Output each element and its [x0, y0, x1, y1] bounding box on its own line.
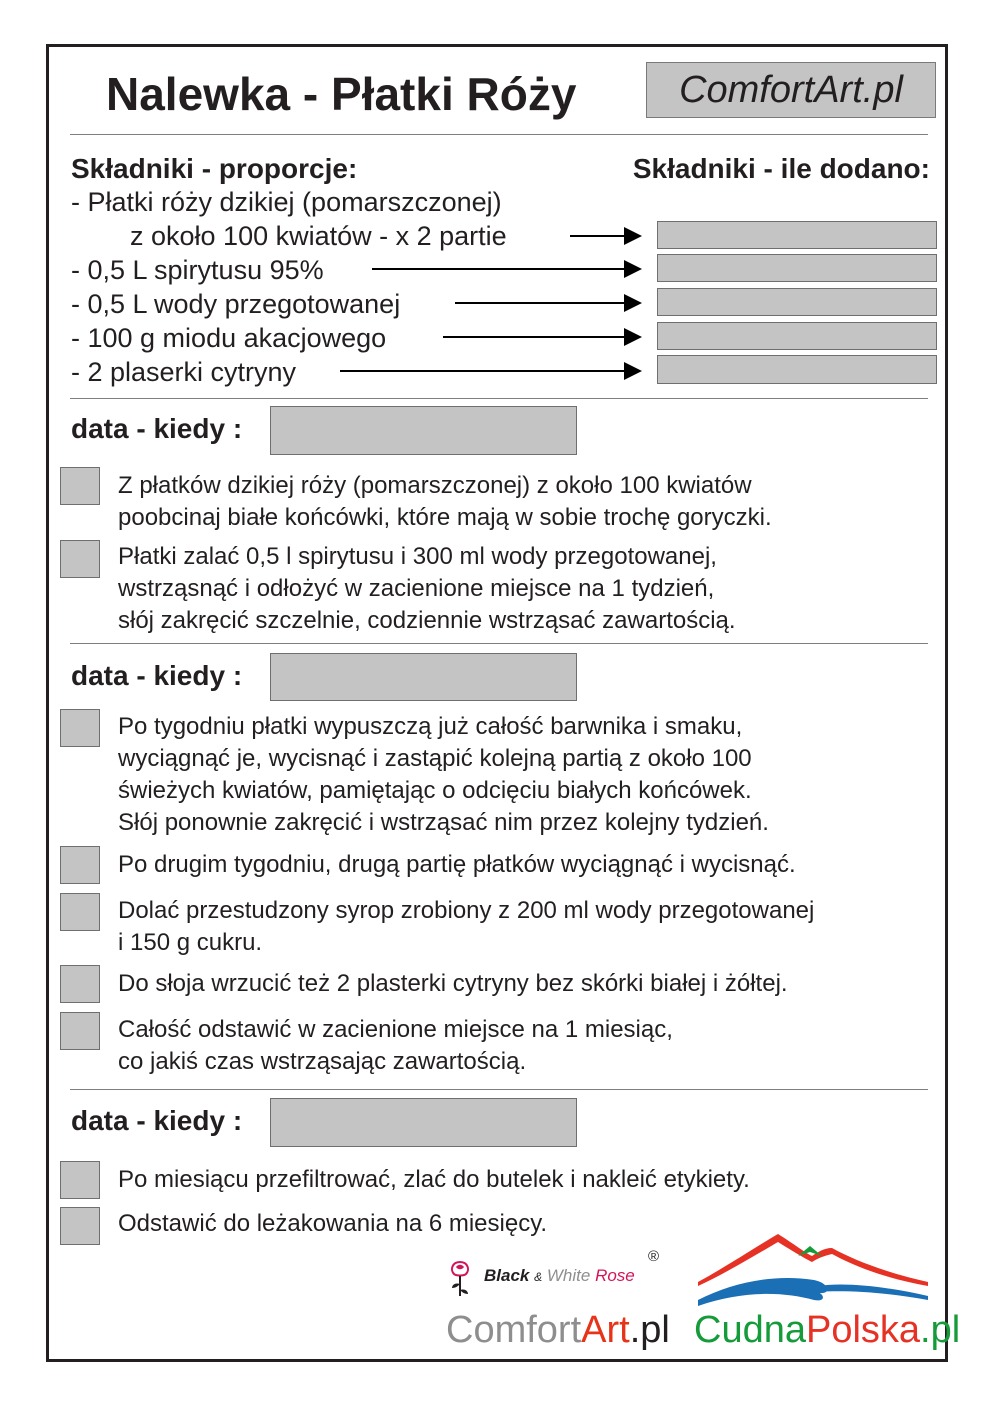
- arrow-icon: [372, 268, 640, 270]
- cudnapolska-logo: CudnaPolska.pl: [694, 1309, 961, 1351]
- step-checkbox[interactable]: [60, 893, 100, 931]
- step-text: Odstawić do leżakowania na 6 miesięcy.: [118, 1210, 548, 1237]
- divider: [70, 398, 928, 399]
- black-white-rose-logo: Black & White Rose: [484, 1266, 635, 1285]
- step-text: Po tygodniu płatki wypuszczą już całość barwnika i smaku, wyciągnąć je, wycisnąć i zastąpić kolejną partią z około 100 świeżych kwiatów, pamiętając o odcięciu białych końcówek. Słój ponownie zakręcić i wstrząsać nim przez kolejny tydzień.: [118, 713, 769, 836]
- date-field[interactable]: [270, 1098, 577, 1147]
- arrow-icon: [443, 336, 640, 338]
- step-checkbox[interactable]: [60, 540, 100, 578]
- amount-field[interactable]: [657, 355, 937, 384]
- step-text: Płatki zalać 0,5 l spirytusu i 300 ml wody przegotowanej, wstrząsnąć i odłożyć w zacienione miejsce na 1 tydzień, słój zakręcić szczelnie, codziennie wstrząsać zawartością.: [118, 543, 736, 634]
- page-title: Nalewka - Płatki Róży: [106, 68, 577, 120]
- ingredient-line: - 2 plaserki cytryny: [71, 357, 297, 387]
- date-field[interactable]: [270, 653, 577, 701]
- registered-mark: ®: [648, 1248, 660, 1265]
- amount-field[interactable]: [657, 322, 937, 350]
- arrow-icon: [455, 302, 640, 304]
- step-text: Z płatków dzikiej róży (pomarszczonej) z około 100 kwiatów poobcinaj białe końcówki, które mają w sobie trochę goryczki.: [118, 472, 772, 531]
- added-heading: Składniki - ile dodano:: [632, 153, 930, 184]
- rose-icon: [444, 1254, 476, 1300]
- step-text: Do słoja wrzucić też 2 plasterki cytryny bez skórki białej i żółtej.: [118, 970, 788, 997]
- date-label: data - kiedy :: [71, 413, 243, 444]
- amount-field[interactable]: [657, 221, 937, 249]
- divider: [70, 1089, 928, 1090]
- arrow-icon: [570, 235, 640, 237]
- step-checkbox[interactable]: [60, 965, 100, 1003]
- comfortart-logo: ComfortArt.pl: [446, 1309, 670, 1351]
- ingredient-line: - 100 g miodu akacjowego: [71, 323, 387, 353]
- step-text: Po drugim tygodniu, drugą partię płatków wyciągnąć i wycisnąć.: [118, 851, 796, 878]
- divider: [70, 134, 928, 135]
- ingredient-line: z około 100 kwiatów - x 2 partie: [130, 221, 507, 251]
- divider: [70, 643, 928, 644]
- date-label: data - kiedy :: [71, 660, 243, 691]
- step-text: Dolać przestudzony syrop zrobiony z 200 ml wody przegotowanej i 150 g cukru.: [118, 897, 815, 956]
- ingredients-heading: Składniki - proporcje:: [71, 153, 358, 184]
- ingredient-line: - 0,5 L spirytusu 95%: [71, 255, 324, 285]
- step-checkbox[interactable]: [60, 467, 100, 505]
- step-text: Całość odstawić w zacienione miejsce na 1 miesiąc, co jakiś czas wstrząsając zawartością.: [118, 1016, 673, 1075]
- date-label: data - kiedy :: [71, 1105, 243, 1136]
- step-checkbox[interactable]: [60, 846, 100, 884]
- step-checkbox[interactable]: [60, 1161, 100, 1199]
- mountains-logo-icon: [694, 1230, 930, 1310]
- ingredient-line: - Płatki róży dzikiej (pomarszczonej): [71, 187, 502, 217]
- amount-field[interactable]: [657, 288, 937, 316]
- arrow-icon: [340, 370, 640, 372]
- brand-box: ComfortArt.pl: [646, 62, 936, 118]
- date-field[interactable]: [270, 406, 577, 455]
- step-text: Po miesiącu przefiltrować, zlać do butelek i nakleić etykiety.: [118, 1166, 750, 1193]
- amount-field[interactable]: [657, 254, 937, 282]
- step-checkbox[interactable]: [60, 709, 100, 747]
- step-checkbox[interactable]: [60, 1012, 100, 1050]
- step-checkbox[interactable]: [60, 1207, 100, 1245]
- ingredient-line: - 0,5 L wody przegotowanej: [71, 289, 401, 319]
